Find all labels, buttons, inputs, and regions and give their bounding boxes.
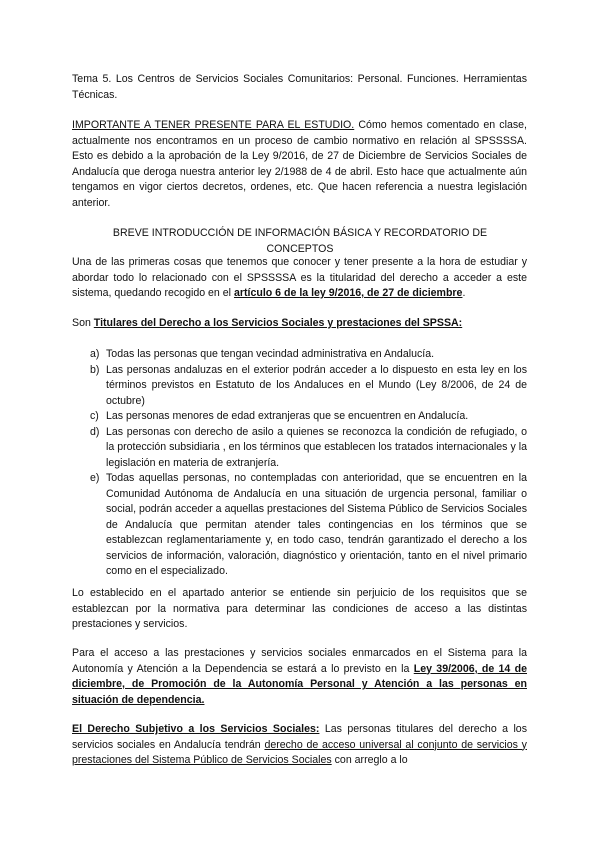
important-label: IMPORTANTE A TENER PRESENTE PARA EL ESTUDIO. <box>72 119 355 131</box>
list-item <box>72 363 527 410</box>
list-marker: b) <box>90 363 100 376</box>
titulares-prefix: Son <box>72 317 94 329</box>
important-text: Cómo hemos comentado en clase, actualmente nos encontramos en un proceso de cambio normativo en relación al SPSSSSA. Esto es debido a la aprobación de la Ley 9/2016, de 27 de Diciembre de Servicios Sociales de Andalucía que deroga nuestra anterior ley 2/1988 de 4 de abril. Esto hace que actualmente aún tengamos en vigor ciertos decretos, ordenes, etc. Que hacen referencia a nuestra legislación anterior. <box>72 119 527 209</box>
ley-39-2006-link[interactable]: Ley 39/2006, de 14 de diciembre, de Promoción de la Autonomía Personal y Atención a las personas en situación de dependencia. <box>72 662 527 706</box>
dependencia-paragraph <box>72 646 527 708</box>
list-marker: d) <box>90 425 100 438</box>
intro-paragraph <box>72 255 527 302</box>
intro-text: Una de las primeras cosas que tenemos que conocer y tener presente a la hora de estudiar y abordar todo lo relacionado con el SPSSSSA es la titularidad del derecho a acceder a este sistema, quedando recogido en el <box>72 256 527 299</box>
intro-end: . <box>462 287 466 299</box>
list-item <box>72 409 527 425</box>
derecho-subjetivo-paragraph <box>72 722 527 769</box>
list-text: Las personas andaluzas en el exterior podrán acceder a lo dispuesto en esta ley en los términos previstos en Estatuto de los Andaluces en el Mundo (Ley 8/2006, de 24 de octubre) <box>106 363 527 407</box>
list-item <box>72 347 527 363</box>
list-marker: e) <box>90 472 100 484</box>
derecho-subjetivo-heading: El Derecho Subjetivo a los Servicios Sociales: <box>72 723 320 735</box>
titulares-line <box>72 316 527 332</box>
derecho-subjetivo-text: Las personas titulares del derecho a los servicios sociales en Andalucía tendrán <box>72 723 527 751</box>
list-marker: a) <box>90 348 100 360</box>
list-text: Todas las personas que tengan vecindad administrativa en Andalucía. <box>106 348 435 360</box>
titulares-heading: Titulares del Derecho a los Servicios Sociales y prestaciones del SPSSA: <box>93 317 463 329</box>
list-text: Las personas con derecho de asilo a quienes se reconozca la condición de refugiado, o la protección subsidiaria , en los términos que establecen los tratados internacionales y la legislación en materia de extranjería. <box>106 425 527 469</box>
titulares-list <box>72 347 527 580</box>
list-item <box>72 471 527 580</box>
requisitos-paragraph: Lo establecido en el apartado anterior se entiende sin perjuicio de los requisitos que se establezcan por la normativa para determinar las condiciones de acceso a las distintas prestaciones y servicios. <box>72 587 527 630</box>
derecho-subjetivo-end: con arreglo a lo <box>331 754 408 766</box>
dependencia-text: Para el acceso a las prestaciones y servicios sociales enmarcados en el Sistema para la Autonomía y Atención a la Dependencia se estará a lo previsto en la <box>72 647 527 675</box>
list-item <box>72 425 527 472</box>
list-text: Todas aquellas personas, no contempladas con anterioridad, que se encuentren en la Comunidad Autónoma de Andalucía en una situación de urgencia personal, familiar o social, podrán acceder a aquellas prestaciones del Sistema Público de Servicios Sociales de Andalucía que permitan atender tales contingencias en los términos que se establezcan reglamentariamente y, en todo caso, tendrán garantizado el derecho a los servicios de información, valoración, diagnóstico y orientación, tanto en el nivel primario como en el especializado. <box>106 472 527 577</box>
list-text: Las personas menores de edad extranjeras que se encuentren en Andalucía. <box>106 410 469 422</box>
acceso-universal-link[interactable]: derecho de acceso universal al conjunto de servicios y prestaciones del Sistema Público de Servicios Sociales <box>72 738 527 766</box>
section-heading: BREVE INTRODUCCIÓN DE INFORMACIÓN BÁSICA Y RECORDATORIO DE CONCEPTOS <box>112 227 488 255</box>
document-title: Tema 5. Los Centros de Servicios Sociales Comunitarios: Personal. Funciones. Herramientas Técnicas. <box>72 73 527 101</box>
article-6-link[interactable]: artículo 6 de la ley 9/2016, de 27 de diciembre <box>233 287 463 299</box>
important-note <box>72 118 527 211</box>
list-marker: c) <box>90 410 99 422</box>
